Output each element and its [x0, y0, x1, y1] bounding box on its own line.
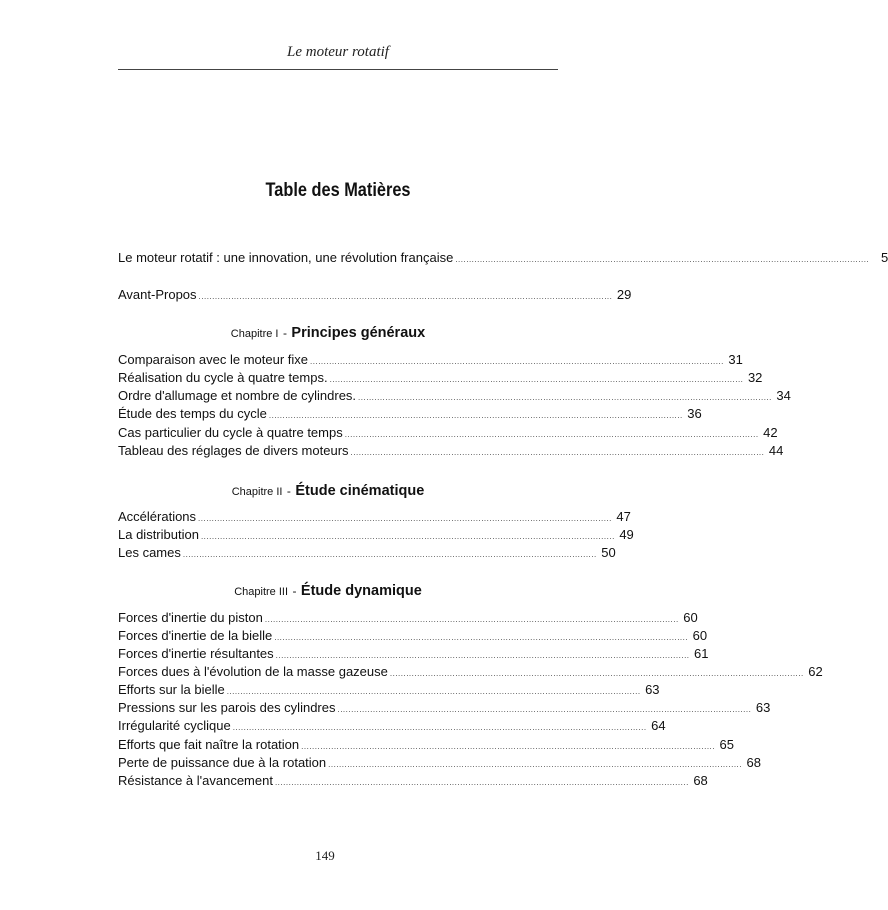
toc-entry-page: 64 [651, 718, 666, 733]
chapter-number: Chapitre I [230, 328, 279, 340]
toc-entry-page: 32 [747, 370, 763, 385]
toc-entry-label: Ordre d'allumage et nombre de cylindres. [118, 388, 357, 403]
toc-entry-page: 34 [776, 388, 791, 403]
toc-entry-page: 49 [619, 527, 634, 542]
toc-entry [118, 351, 743, 369]
toc-entry-page: 62 [808, 664, 823, 679]
chapter-number: Chapitre III [234, 586, 289, 598]
toc-entry-label: Résistance à l'avancement [118, 773, 273, 788]
toc-entry [118, 442, 784, 460]
leader-dots: ........................................................................................................................................................ [274, 633, 689, 642]
toc-entry-page: 68 [693, 773, 708, 788]
toc-entry-page: 31 [728, 352, 743, 367]
chapter-separator: - [282, 326, 287, 340]
leader-dots: ........................................................................................................................................................ [264, 615, 679, 624]
toc-entry-page: 5 [880, 250, 888, 265]
toc-entry [118, 526, 634, 544]
leader-dots: ........................................................................................................................................................ [198, 292, 613, 301]
leader-dots: ........................................................................................................................................................ [337, 705, 752, 714]
toc-entry [118, 772, 708, 790]
toc-entry-label: Irrégularité cyclique [118, 718, 231, 733]
toc-entry [118, 286, 632, 304]
toc-entry-page: 68 [746, 755, 761, 770]
toc-entry-page: 50 [601, 545, 616, 560]
leader-dots: ........................................................................................................................................................ [200, 532, 615, 541]
chapter-separator: - [286, 484, 291, 498]
leader-dots: ........................................................................................................................................................ [301, 742, 715, 751]
toc-entry-page: 44 [768, 443, 784, 458]
toc-entry [118, 627, 708, 645]
leader-dots: ........................................................................................................................................................ [268, 411, 683, 420]
toc-entry-label: Efforts que fait naître la rotation [118, 737, 300, 752]
running-head: Le moteur rotatif [287, 44, 389, 60]
toc-entry-page: 42 [763, 425, 778, 440]
leader-dots: ........................................................................................................................................................ [182, 550, 597, 559]
toc-entry [118, 369, 763, 387]
chapter-heading [118, 480, 538, 502]
leader-dots: ........................................................................................................................................................ [232, 723, 647, 732]
toc-entry [118, 717, 666, 735]
toc-entry [118, 405, 702, 423]
toc-entry-label: Réalisation du cycle à quatre temps. [118, 370, 328, 385]
chapter-number: Chapitre II [231, 486, 283, 498]
toc-entry-page: 36 [687, 406, 702, 421]
leader-dots: ........................................................................................................................................................ [198, 514, 612, 523]
toc-entry-page: 60 [683, 610, 698, 625]
toc-entry-label: Perte de puissance due à la rotation [118, 755, 327, 770]
leader-dots: ........................................................................................................................................................ [344, 430, 759, 439]
leader-dots: ........................................................................................................................................................ [455, 255, 870, 264]
toc-entry-page: 65 [719, 737, 734, 752]
toc-entry [118, 544, 616, 562]
leader-dots: ........................................................................................................................................................ [275, 651, 690, 660]
leader-dots: ........................................................................................................................................................ [274, 778, 689, 787]
leader-dots: ........................................................................................................................................................ [226, 687, 641, 696]
toc-entry [118, 699, 771, 717]
leader-dots: ........................................................................................................................................................ [358, 393, 772, 402]
toc-entry-label: Accélérations [118, 509, 197, 524]
chapter-separator: - [292, 584, 297, 598]
toc-entry-label: Pressions sur les parois des cylindres [118, 700, 336, 715]
leader-dots: ........................................................................................................................................................ [329, 375, 744, 384]
toc-entry [118, 508, 631, 526]
toc-entry-label: La distribution [118, 527, 199, 542]
toc-entry-label: Forces dues à l'évolution de la masse gazeuse [118, 664, 388, 679]
toc-entry [118, 387, 791, 405]
toc-entry-page: 63 [755, 700, 771, 715]
toc-entry-label: Les cames [118, 545, 181, 560]
toc-entry-label: Efforts sur la bielle [118, 682, 225, 697]
chapter-title: Étude dynamique [300, 583, 422, 599]
leader-dots: ........................................................................................................................................................ [350, 448, 765, 457]
chapter-title: Étude cinématique [295, 483, 425, 499]
toc-entry-label: Tableau des réglages de divers moteurs [118, 443, 349, 458]
page-title: Table des Matières [265, 180, 411, 201]
header-rule [118, 69, 558, 70]
page-number: 149 [315, 848, 335, 863]
leader-dots: ........................................................................................................................................................ [328, 760, 742, 769]
leader-dots: ........................................................................................................................................................ [389, 669, 804, 678]
toc-entry-page: 61 [694, 646, 709, 661]
toc-entry-label: Forces d'inertie résultantes [118, 646, 274, 661]
leader-dots: ........................................................................................................................................................ [310, 357, 724, 366]
toc-entry-page: 47 [616, 509, 631, 524]
toc-entry [118, 681, 660, 699]
toc-entry [118, 424, 778, 442]
toc-entry [118, 249, 888, 267]
toc-entry [118, 609, 698, 627]
toc-entry-label: Cas particulier du cycle à quatre temps [118, 425, 343, 440]
toc-entry-page: 63 [645, 682, 660, 697]
toc-entry [118, 754, 761, 772]
toc-entry-label: Forces d'inertie du piston [118, 610, 263, 625]
toc-entry-label: Étude des temps du cycle [118, 406, 267, 421]
toc-entry-page: 29 [616, 287, 632, 302]
toc-entry [118, 736, 734, 754]
toc-entry [118, 663, 823, 681]
toc-entry-label: Forces d'inertie de la bielle [118, 628, 273, 643]
toc-entry [118, 645, 709, 663]
toc-entry-page: 60 [692, 628, 708, 643]
toc-entry-label: Comparaison avec le moteur fixe [118, 352, 309, 367]
toc-entry-label: Avant-Propos [118, 287, 197, 302]
chapter-title: Principes généraux [291, 325, 426, 341]
toc-entry-label: Le moteur rotatif : une innovation, une révolution française [118, 250, 454, 265]
chapter-heading [118, 580, 538, 602]
chapter-heading [118, 322, 538, 344]
